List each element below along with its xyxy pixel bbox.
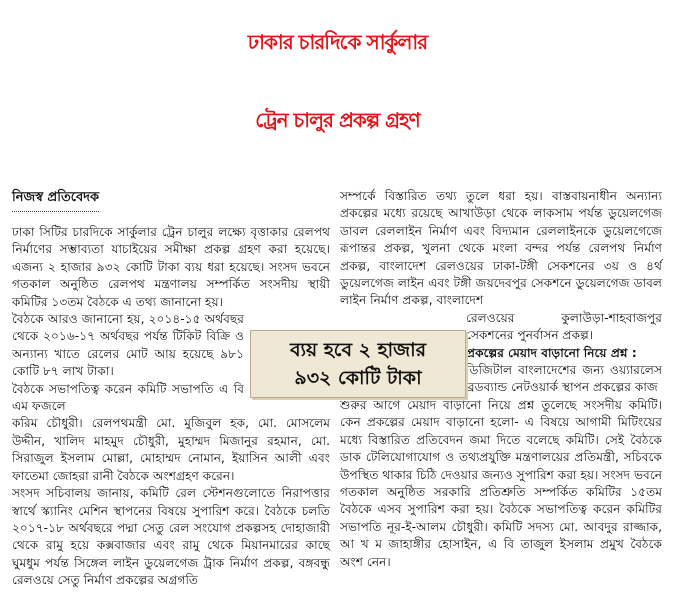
subheading-deadline: প্রকল্পের মেয়াদ বাড়ানো নিয়ে প্রশ্ন : (466, 345, 637, 360)
paragraph-committee: শুরুর আগে মেয়াদ বাড়ানো নিয়ে প্রশ্ন তুলেছে সংসদীয় কমিটি। কেন প্রকল্পের মেয়াদ বাড়ানো হলো- এ বিষয়ে আগামী মিটিংয়ের মধ্যে বিস্তারিত প্রতিবেদন জমা দিতে বলেছে কমিটি। সেই বৈঠকে ডাক টেলিযোগাযোগ ও তথ্যপ্রযুক্তি মন্ত্রণালয়ের প্রতিমন্ত্রী, সচিবকে উপস্থিত থাকার চিঠি দেওয়ার জন্যও সুপারিশ করা হয়। সংসদ ভবনে গতকাল অনুষ্ঠিত সরকারি প্রতিশ্রুতি সম্পর্কিত কমিটির ১৫তম বৈঠকে এসব সুপারিশ করা হয়। বৈঠকে সভাপতিত্ব করেন কমিটির সভাপতি নূর-ই-আলম চৌধুরী। কমিটি সদস্য মো. আবদুর রাজ্জাক, আ খ ম জাহাঙ্গীর হোসাইন, এ বি তাজুল ইসলাম প্রমুখ বৈঠকে অংশ নেন। (340, 397, 662, 569)
pull-quote-line-1: ব্যয় হবে ২ হাজার (289, 339, 427, 361)
paragraph-projects: সম্পর্কে বিস্তারিত তথ্য তুলে ধরা হয়। বাস্তবায়নাধীন অন্যান্য প্রকল্পের মধ্যে রয়েছে আখাউড়া থেকে লাকসাম পর্যন্ত ডুয়েলগেজ ডাবল রেললাইন নির্মাণ এবং বিদ্যমান রেললাইনকে ডুয়েলগেজে রূপান্তর প্রকল্প, খুলনা থেকে মংলা বন্দর পর্যন্ত রেলপথ নির্মাণ প্রকল্প, বাংলাদেশ রেলওয়ের ঢাকা-টঙ্গী সেকশনের ৩য় ও ৪র্থ ডুয়েলগেজ লাইন এবং টঙ্গী জয়দেবপুর সেকশনে ডুয়েলগেজ ডাবল লাইন নির্মাণ প্রকল্প, বাংলাদেশ (340, 189, 662, 308)
paragraph-chair-a: বৈঠকে সভাপতিত্ব করেন কমিটি সভাপতি এ বি এম ফজলে (12, 381, 244, 414)
headline (0, 4, 675, 154)
paragraph-chair-b: করিম চৌধুরী। রেলপথমন্ত্রী মো. মুজিবুল হক, মো. মোসলেম উদ্দীন, খালিদ মাহমুদ চৌধুরী, মুহাম্মদ মিজানুর রহমান, মো. সিরাজুল ইসলাম মোল্লা, মোহাম্মদ নোমান, ইয়াসিন আলী এবং ফাতেমা জোহরা রানী বৈঠকে অংশগ্রহণ করেন। (12, 416, 330, 483)
paragraph-secretariat: সংসদ সচিবালয় জানায়, কমিটি রেল স্টেশনগুলোতে নিরাপত্তার স্বার্থে স্ক্যানিং মেশিন স্থাপনের বিষয়ে সুপারিশ করে। বৈঠকে চলতি ২০১৭-১৮ অর্থবছরে পদ্মা সেতু রেল সংযোগ প্রকল্পসহ দোহাজারী থেকে রামু হয়ে কক্সবাজার এবং রামু থেকে মিয়ানমারের কাছে ঘুমধুম পর্যন্ত সিঙ্গেল লাইন ডুয়েলগেজ ট্রাক নির্মাণ প্রকল্প, বঙ্গবন্ধু রেলওয়ে সেতু নির্মাণ প্রকল্পের অগ্রগতি (12, 486, 330, 588)
pull-quote (250, 330, 466, 398)
headline-line-1: ঢাকার চারদিকে সার্কুলার (247, 30, 428, 54)
byline: নিজস্ব প্রতিবেদক (12, 188, 99, 212)
pull-quote-line-2: ৯৩২ কোটি টাকা (294, 367, 422, 389)
left-column (12, 224, 330, 590)
paragraph-broadband: ডিজিটাল বাংলাদেশের জন্য ওয়্যারলেস ব্রডব্যান্ড নেটওয়ার্ক স্থাপন প্রকল্পের কাজ (466, 363, 662, 395)
paragraph-revenue: বৈঠকে আরও জানানো হয়, ২০১৪-১৫ অর্থবছর থেকে ২০১৬-১৭ অর্থবছর পর্যন্ত টিকিট বিক্রি ও অন্যান্য খাতে রেলের মোট আয় হয়েছে ৯৮১ কোটি ৮৭ লাখ টাকা। (12, 312, 244, 379)
paragraph-projects-cont: রেলওয়ের কুলাউড়া-শাহবাজপুর সেকশনের পুনর্বাসন প্রকল্প। (466, 310, 662, 343)
headline-line-2: ট্রেন চালুর প্রকল্প গ্রহণ (255, 108, 420, 132)
paragraph-intro: ঢাকা সিটির চারদিকে সার্কুলার ট্রেন চালুর লক্ষ্যে বৃত্তাকার রেলপথ নির্মাণের সম্ভাব্যতা যাচাইয়ের সমীক্ষা প্রকল্প গ্রহণ করা হয়েছে। এজন্য ২ হাজার ৯৩২ কোটি টাকা ব্যয় ধরা হয়েছে। সংসদ ভবনে গতকাল অনুষ্ঠিত রেলপথ মন্ত্রণালয় সম্পর্কিত সংসদীয় স্থায়ী কমিটির ১৩তম বৈঠকে এ তথ্য জানানো হয়। (12, 225, 330, 309)
